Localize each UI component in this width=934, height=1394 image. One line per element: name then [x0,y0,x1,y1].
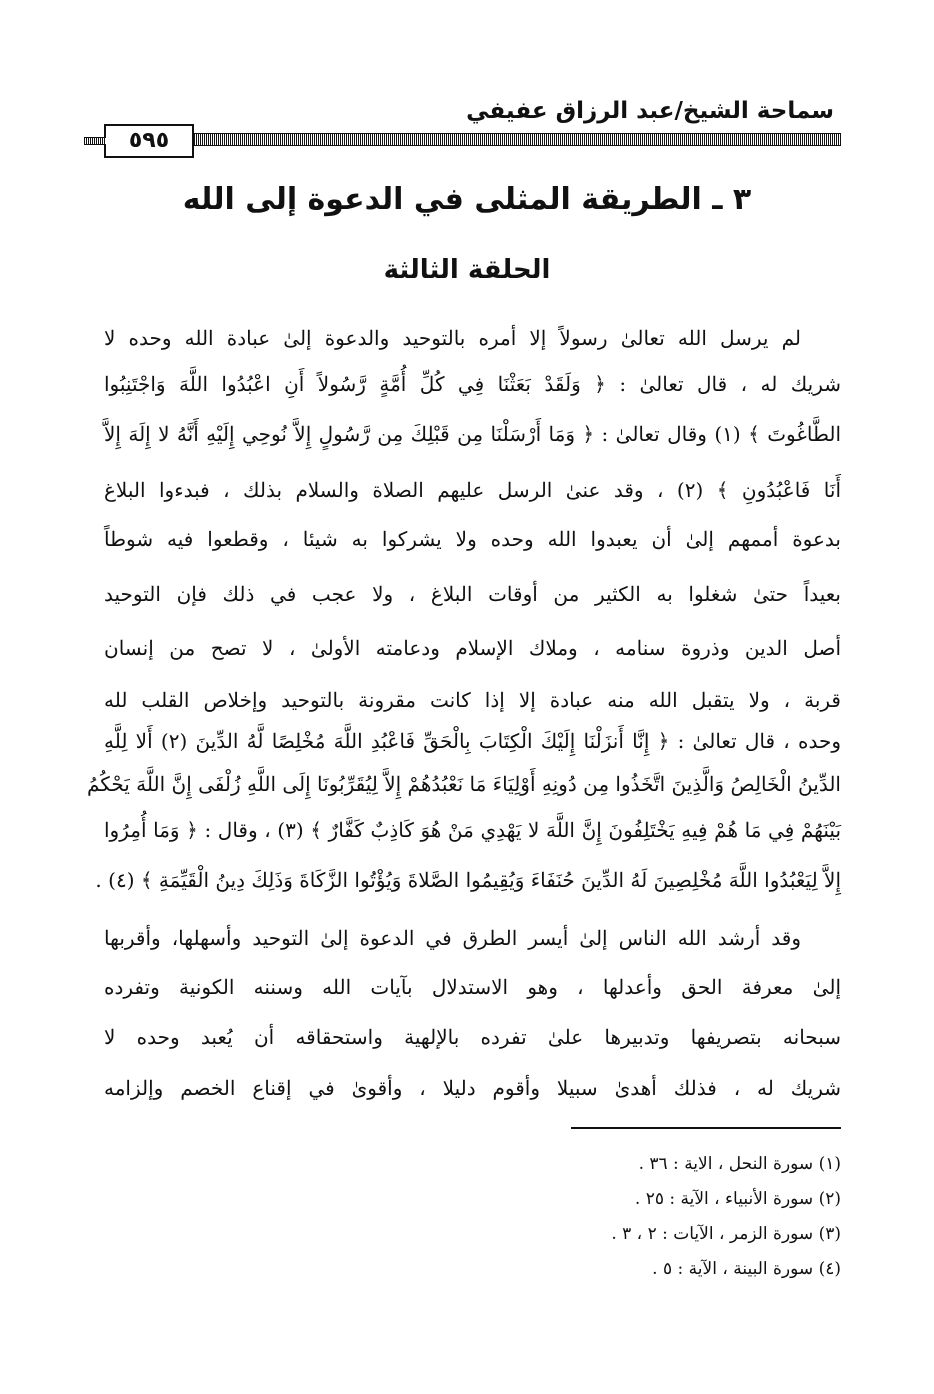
footnote-rule [571,1127,841,1129]
section-title: ٣ ـ الطريقة المثلى في الدعوة إلى الله [182,182,752,217]
footnote: (٢) سورة الأنبياء ، الآية : ٢٥ . [634,1189,841,1209]
body-line: الدِّينُ الْخَالِصُ وَالَّذِينَ اتَّخَذُوا مِن دُونِهِ أَوْلِيَاءَ مَا نَعْبُدُهُمْ إِلاَّ لِيُقَرِّبُونَا إِلَى اللَّهِ زُلْفَى إِنَّ اللَّهَ يَحْكُمُ [86,772,841,796]
body-line: بعيداً حتىٰ شغلوا به الكثير من أوقات البلاغ ، ولا عجب في ذلك فإن التوحيد [104,582,841,606]
body-line: بدعوة أممهم إلىٰ أن يعبدوا الله وحده ولا يشركوا به شيئا ، وقطعوا فيه شوطاً [104,527,842,551]
body-line: شريك له ، قال تعالىٰ : ﴿ وَلَقَدْ بَعَثْنَا فِي كُلِّ أُمَّةٍ رَّسُولاً أَنِ اعْبُدُوا اللَّهَ وَاجْتَنِبُوا [104,372,841,396]
body-line: بَيْنَهُمْ فِي مَا هُمْ فِيهِ يَخْتَلِفُونَ إِنَّ اللَّهَ لا يَهْدِي مَنْ هُوَ كَاذِبٌ كَفَّارٌ ﴾ (٣) ، وقال : ﴿ وَمَا أُمِرُوا [104,818,842,842]
body-line: شريك له ، فذلك أهدىٰ سبيلا وأقوم دليلا ، وأقوىٰ في إقناع الخصم وإلزامه [104,1076,841,1100]
body-line: سبحانه بتصريفها وتدبيرها علىٰ تفرده بالإلهية واستحقاقه أن يُعبد وحده لا [104,1025,841,1049]
footnote: (٤) سورة البينة ، الآية : ٥ . [652,1259,841,1279]
section-subtitle: الحلقة الثالثة [383,255,551,285]
header-rule [190,133,841,146]
body-line: الطَّاغُوتَ ﴾ (١) وقال تعالىٰ : ﴿ وَمَا أَرْسَلْنَا مِن قَبْلِكَ مِن رَّسُولٍ إِلاَّ نُوحِي إِلَيْهِ أَنَّهُ لا إِلَهَ إِلاَّ [104,422,841,446]
body-line: أصل الدين وذروة سنامه ، وملاك الإسلام ودعامته الأولىٰ ، لا تصح من إنسان [104,636,841,660]
body-line: وقد أرشد الله الناس إلىٰ أيسر الطرق في الدعوة إلىٰ التوحيد وأسهلها، وأقربها [104,926,801,950]
footnote: (١) سورة النحل ، الاية : ٣٦ . [638,1154,841,1174]
body-line: لم يرسل الله تعالىٰ رسولاً إلا أمره بالتوحيد والدعوة إلىٰ عبادة الله وحده لا [104,326,801,350]
body-line: إلىٰ معرفة الحق وأعدلها ، وهو الاستدلال بآيات الله وسننه الكونية وتفرده [104,975,841,999]
body-line: أَنَا فَاعْبُدُونِ ﴾ (٢) ، وقد عنىٰ الرسل عليهم الصلاة والسلام بذلك ، فبدءوا البلاغ [104,478,841,502]
body-line: وحده ، قال تعالىٰ : ﴿ إِنَّا أَنزَلْنَا إِلَيْكَ الْكِتَابَ بِالْحَقِّ فَاعْبُدِ اللَّهَ مُخْلِصًا لَّهُ الدِّينَ (٢) أَلا لِلَّهِ [104,729,841,753]
running-header: سماحة الشيخ/عبد الرزاق عفيفي [466,98,834,124]
body-line: قربة ، ولا يتقبل الله منه عبادة إلا إذا كانت مقرونة بالتوحيد وإخلاص القلب لله [104,688,841,712]
body-line: إِلاَّ لِيَعْبُدُوا اللَّهَ مُخْلِصِينَ لَهُ الدِّينَ حُنَفَاءَ وَيُقِيمُوا الصَّلاةَ وَيُؤْتُوا الزَّكَاةَ وَذَلِكَ دِينُ الْقَيِّمَةِ ﴾ (٤) . [95,868,841,892]
footnote: (٣) سورة الزمر ، الآيات : ٢ ، ٣ . [611,1224,841,1244]
page-number: ٥٩٥ [104,124,194,158]
